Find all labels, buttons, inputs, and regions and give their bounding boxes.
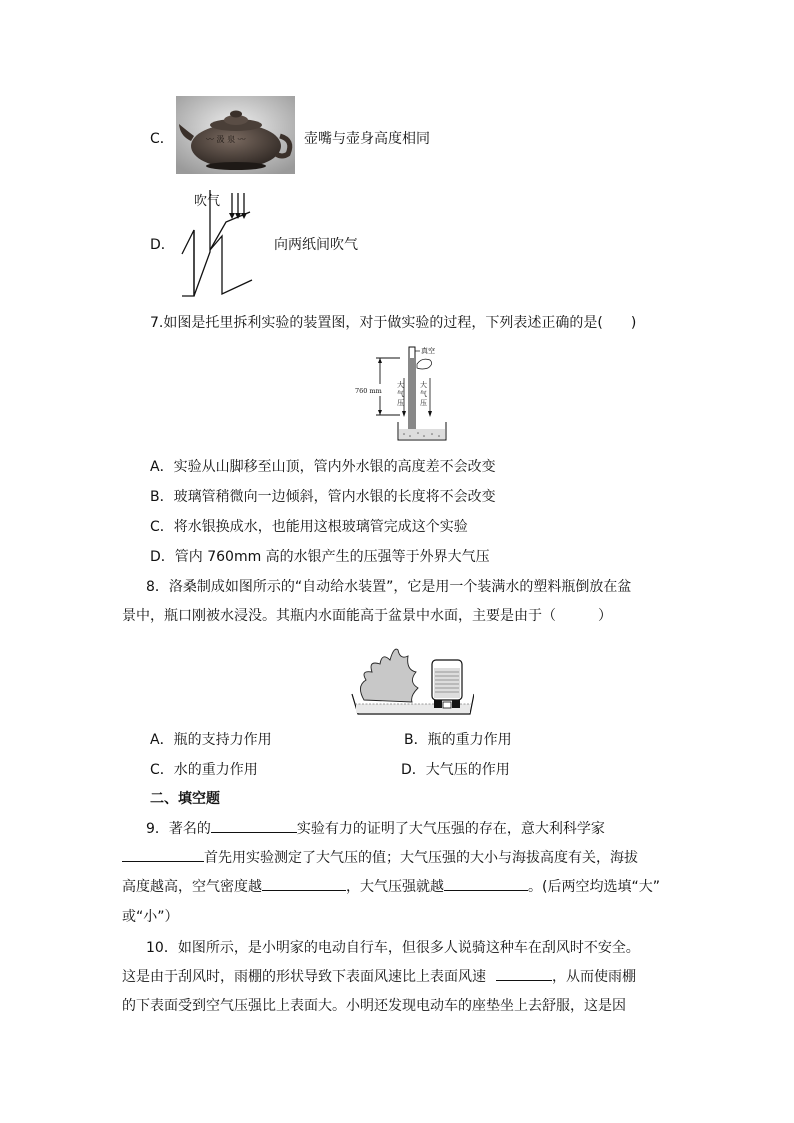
q9-line2 [122,847,638,867]
q6-option-d-text: 向两纸间吹气 [274,237,358,253]
two-papers-figure [176,190,266,300]
q10-line1: 10．如图所示，是小明家的电动自行车，但很多人说骑这种车在刮风时不安全。 [146,940,640,956]
q9-text-5: ，大气压强就越 [346,879,444,895]
teapot-image [176,96,295,174]
q6-option-d-letter: D． [150,237,175,253]
q10-line3: 的下表面受到空气压强比上表面大。小明还发现电动车的座垫坐上去舒服，这是因 [122,998,626,1014]
height-label: 760 mm [355,387,382,395]
q9-line3 [122,876,660,896]
q8-stem-line2: 景中，瓶口刚被水浸没。其瓶内水面能高于盆景中水面，主要是由于（ ） [122,608,612,624]
q9-text-1: 9．著名的 [146,821,211,837]
q9-blank-2[interactable] [122,847,204,862]
q10-text-2a: 这是由于刮风时，雨棚的形状导致下表面风速比上表面风速 [122,969,486,985]
q6-option-c-letter: C． [150,131,174,147]
q9-text-4: 高度越高，空气密度越 [122,879,262,895]
q7-option-b: B．玻璃管稍微向一边倾斜，管内水银的长度将不会改变 [150,489,496,505]
torricelli-figure [354,342,454,442]
auto-water-figure [350,642,474,718]
q7-stem: 7.如图是托里拆利实验的装置图，对于做实验的过程，下列表述正确的是( ) [150,315,637,331]
svg-text:气: 气 [420,390,427,398]
q10-text-2b: ，从而使雨棚 [552,969,636,985]
section-title: 二、填空题 [150,791,220,807]
svg-text:压: 压 [397,399,404,407]
svg-text:大: 大 [397,381,404,389]
svg-text:〰 汲 泉 〰: 〰 汲 泉 〰 [206,135,246,144]
q9-text-2: 实验有力的证明了大气压强的存在，意大利科学家 [296,821,605,837]
q7-option-a: A．实验从山脚移至山顶，管内外水银的高度差不会改变 [150,459,496,475]
q8-stem-line1: 8．洛桑制成如图所示的“自动给水装置”，它是用一个装满水的塑料瓶倒放在盆 [146,579,632,595]
q8-option-a: A．瓶的支持力作用 [150,732,272,748]
q9-text-6: 。(后两空均选填“大” [528,879,660,895]
q8-option-b: B．瓶的重力作用 [404,732,512,748]
q9-blank-3[interactable] [262,876,346,891]
svg-text:压: 压 [420,399,427,407]
q9-line1 [146,818,605,838]
svg-text:大: 大 [420,381,427,389]
blow-air-label: 吹气 [194,194,221,209]
q10-blank-1[interactable] [496,966,552,981]
q9-line4: 或“小”） [122,909,179,925]
q8-option-c: C．水的重力作用 [150,762,258,778]
q10-line2 [122,966,636,986]
q7-option-d: D．管内 760mm 高的水银产生的压强等于外界大气压 [150,549,490,565]
q6-option-c-text: 壶嘴与壶身高度相同 [304,131,430,147]
q7-option-c: C．将水银换成水，也能用这根玻璃管完成这个实验 [150,519,468,535]
q8-option-d: D．大气压的作用 [401,762,510,778]
vacuum-label: 真空 [421,347,435,355]
svg-text:气: 气 [397,390,404,398]
q9-blank-1[interactable] [211,818,297,833]
q9-blank-4[interactable] [444,876,528,891]
q9-text-3: 首先用实验测定了大气压的值；大气压强的大小与海拔高度有关，海拔 [204,850,638,866]
